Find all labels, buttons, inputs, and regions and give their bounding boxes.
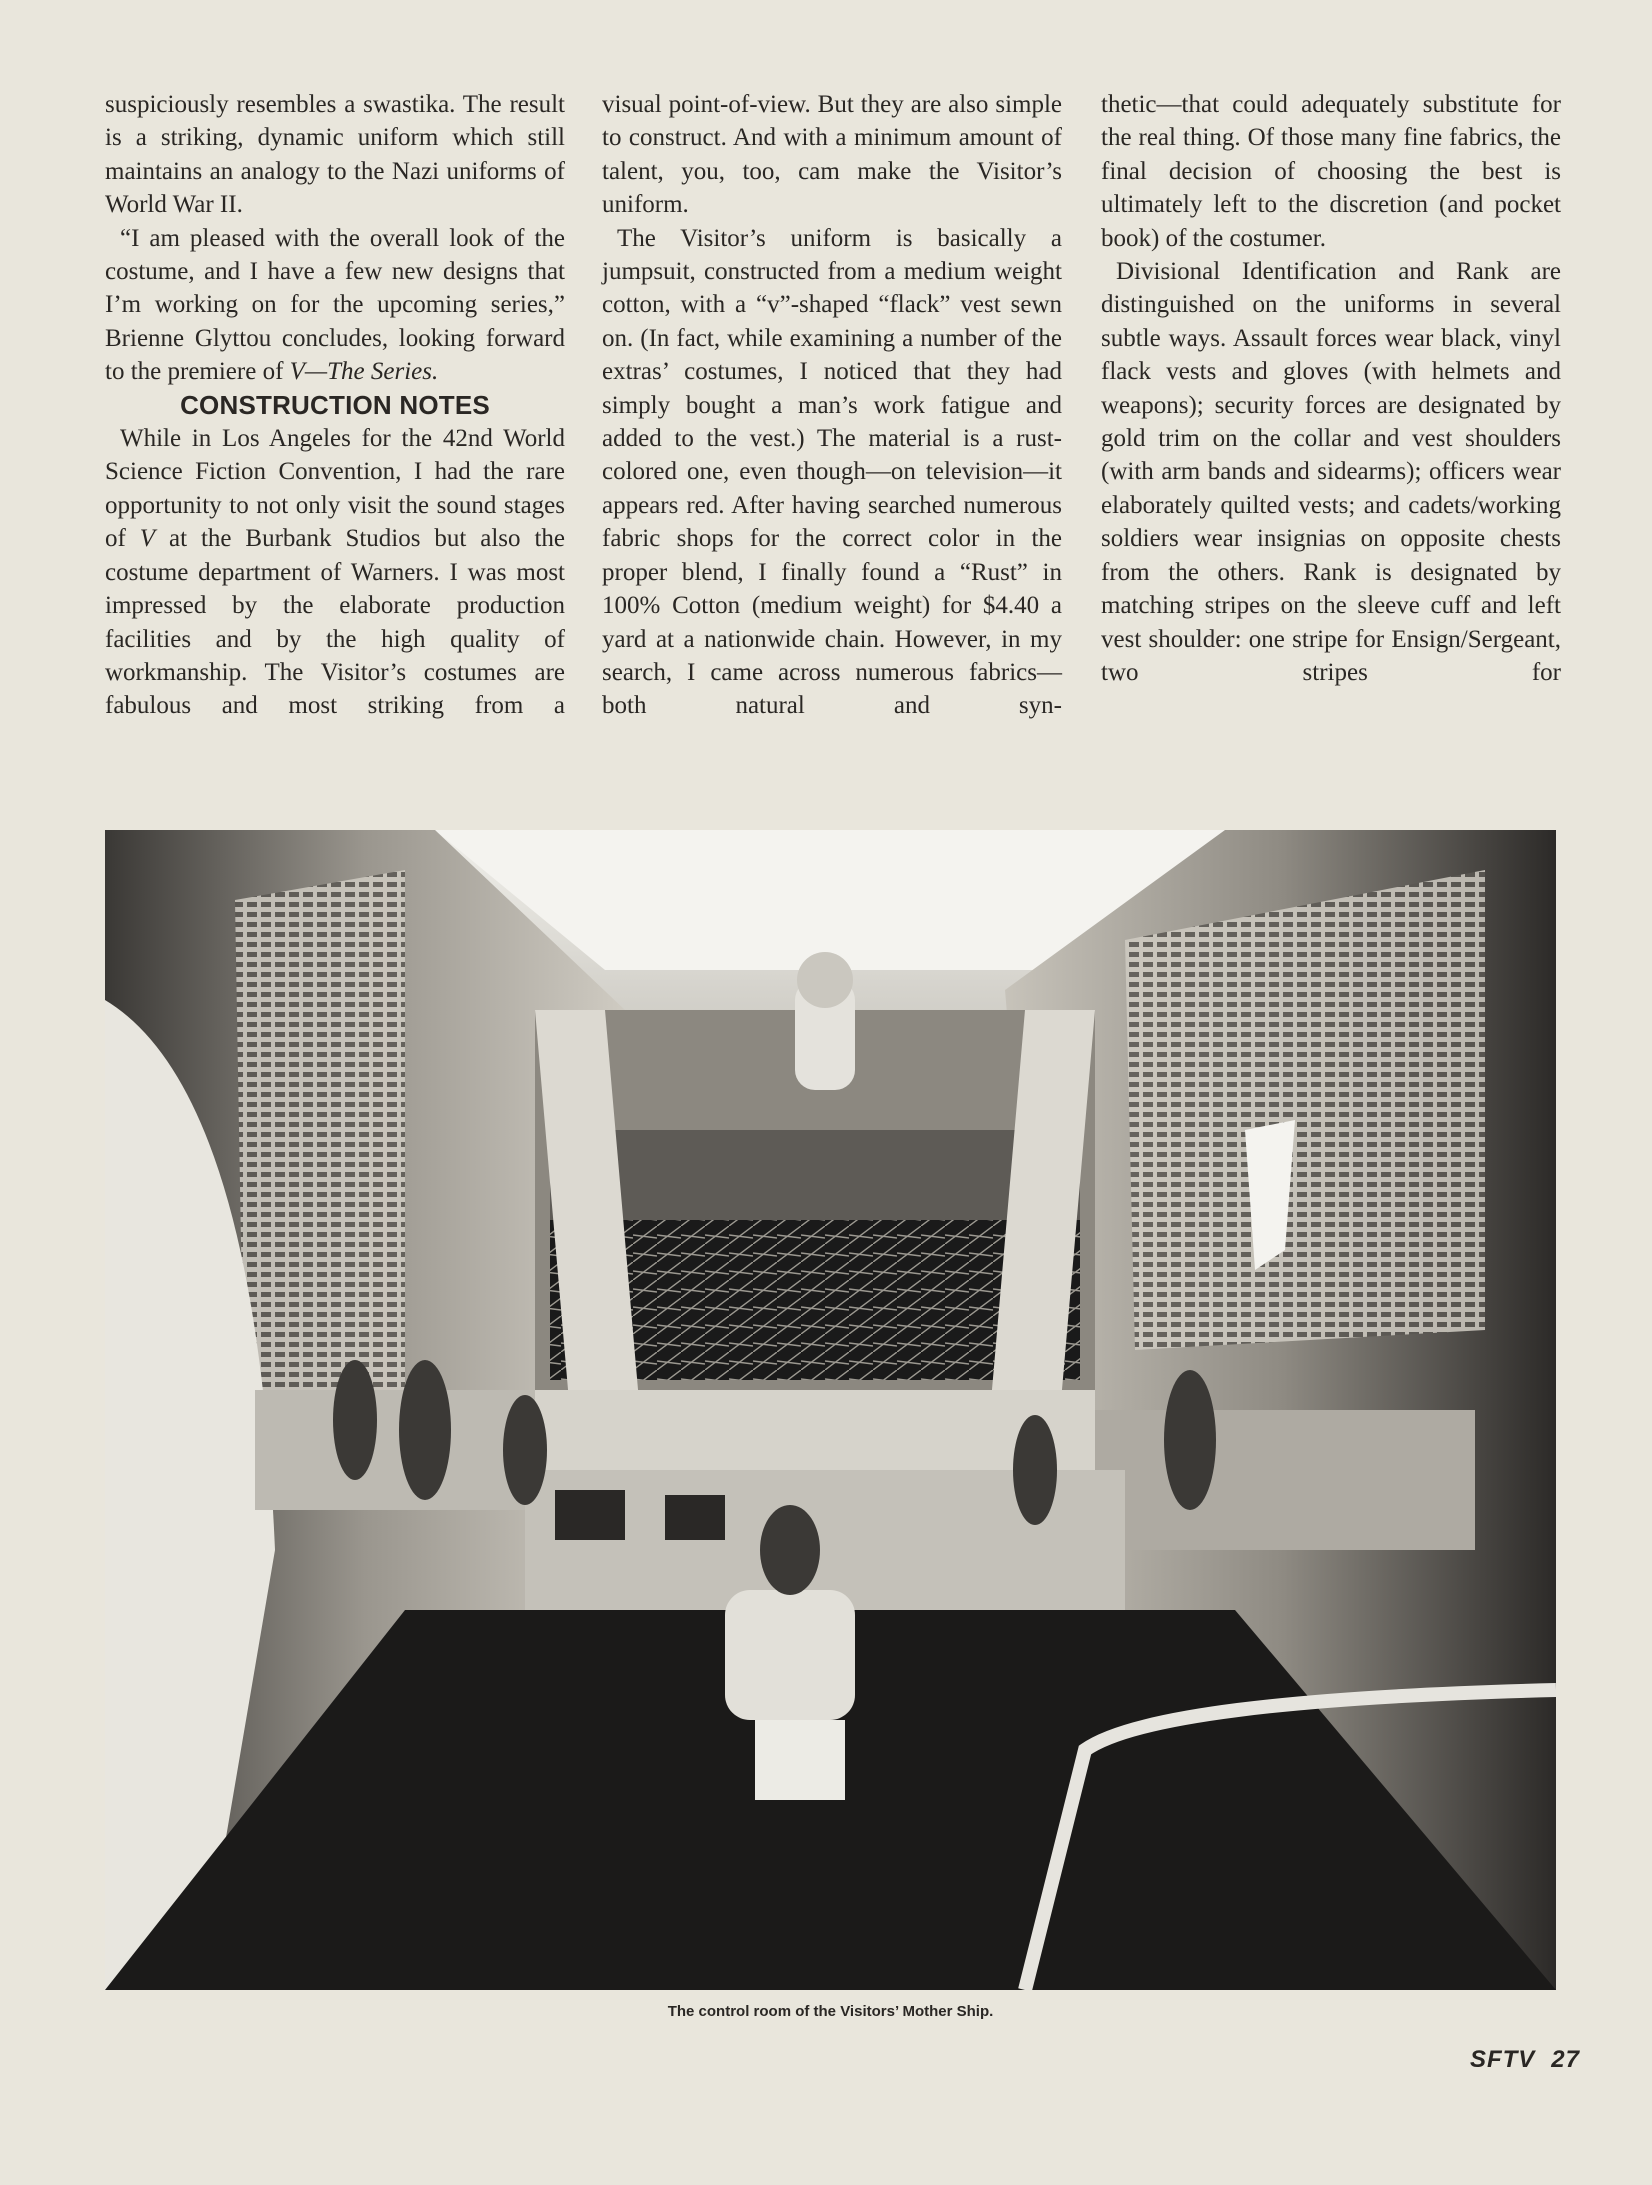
page-number: 27: [1551, 2046, 1580, 2073]
control-room-photo: [105, 830, 1556, 1990]
photo-caption: The control room of the Visitors’ Mother Ship.: [667, 2003, 994, 2020]
section-heading: CONSTRUCTION NOTES: [180, 389, 490, 420]
paragraph: “I am pleased with the overall look of the costume, and I have a few new designs that I’m working on for the upcoming series,” Brienne Glyttou concludes, looking forward to the premiere of V—The Series.: [105, 224, 565, 386]
paragraph: visual point-of-view. But they are also simple to construct. And with a minimum amount of talent, you, too, cam make the Visitor’s uniform.: [602, 91, 1062, 219]
column-3: [1101, 88, 1561, 689]
paragraph: thetic—that could adequately substitute for the real thing. Of those many fine fabrics, the final decision of choosing the best is ultimately left to the discretion (and pocket book) of the costumer.: [1101, 91, 1561, 252]
paragraph: Divisional Identification and Rank are distinguished on the uniforms in several subtle ways. Assault forces wear black, vinyl flack vests and gloves (with helmets and weapons); security forces are designated by gold trim on the collar and vest shoulders (with arm bands and sidearms); officers wear elaborately quilted vests; and cadets/working soldiers wear insignias on opposite chests from the others. Rank is designated by matching stripes on the sleeve cuff and left vest shoulder: one stripe for Ensign/Sergeant, two stripes for: [1101, 258, 1561, 686]
column-1: [105, 88, 565, 723]
column-2: [602, 88, 1062, 723]
publication-name: SFTV: [1469, 2046, 1536, 2073]
paragraph: suspiciously resembles a swastika. The result is a striking, dynamic uniform which still maintains an analogy to the Nazi uniforms of World War II.: [105, 91, 565, 219]
control-room-illustration: [105, 830, 1556, 1990]
paragraph: While in Los Angeles for the 42nd World Science Fiction Convention, I had the rare opportunity to not only visit the sound stages of V at the Burbank Studios but also the costume department of Warners. I was most impressed by the elaborate production facilities and by the high quality of workmanship. The Visitor’s costumes are fabulous and most striking from a: [105, 425, 566, 720]
page-footer: [1470, 2046, 1580, 2074]
paragraph: The Visitor’s uniform is basically a jumpsuit, constructed from a medium weight cotton, with a “v”-shaped “flack” vest sewn on. (In fact, while examining a number of the extras’ costumes, I noticed that they had simply bought a man’s work fatigue and added to the vest.) The material is a rust-colored one, even though—on television—it appears red. After having searched numerous fabric shops for the correct color in the proper blend, I finally found a “Rust” in 100% Cotton (medium weight) for $4.40 a yard at a nationwide chain. However, in my search, I came across numerous fabrics—both natural and syn-: [602, 224, 1062, 720]
